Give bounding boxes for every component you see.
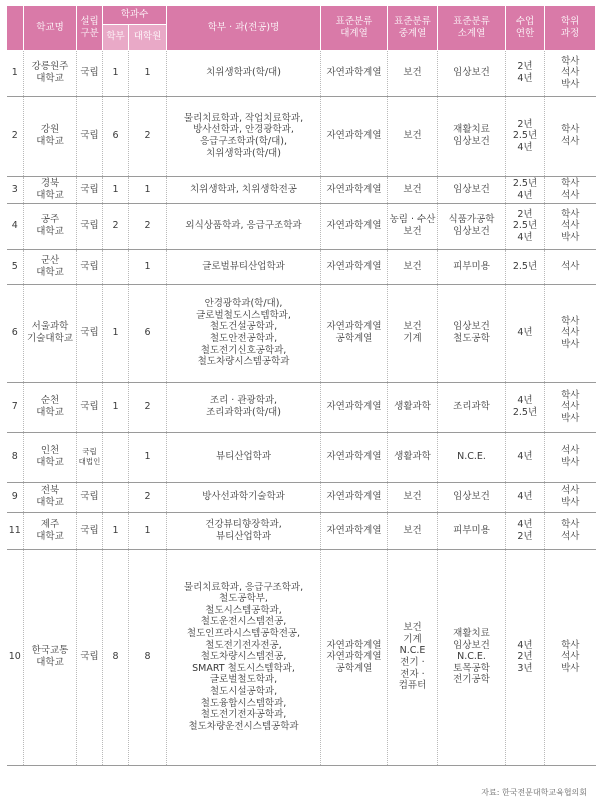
cell-undergrad: 1 [103,382,129,432]
cell-years: 2.5년 [506,249,545,284]
cell-mid: 보건 [388,96,438,176]
cell-no: 8 [7,432,24,482]
cell-dept: 건강뷰티향장학과, 뷰티산업학과 [167,512,321,549]
cell-degree: 학사 석사 박사 [545,203,596,249]
cell-degree: 학사 석사 박사 [545,549,596,765]
cell-dept: 치위생학과, 치위생학전공 [167,176,321,203]
cell-dept: 치위생학과(학/대) [167,50,321,96]
cell-major: 자연과학계열 [321,203,388,249]
cell-no: 1 [7,50,24,96]
cell-years: 4년 2년 3년 [506,549,545,765]
cell-type: 국립 [77,203,103,249]
cell-major: 자연과학계열 자연과학계열 공학계열 [321,549,388,765]
cell-school: 한국교통 대학교 [24,549,77,765]
cell-mid: 보건 [388,512,438,549]
cell-no: 4 [7,203,24,249]
cell-major: 자연과학계열 [321,432,388,482]
cell-minor: 피부미용 [438,249,506,284]
cell-minor: 임상보건 철도공학 [438,284,506,382]
cell-major: 자연과학계열 공학계열 [321,284,388,382]
cell-type: 국립 [77,284,103,382]
cell-grad: 1 [129,512,167,549]
cell-grad: 2 [129,482,167,512]
cell-dept: 물리치료학과, 작업치료학과, 방사선학과, 안경광학과, 응급구조학과(학/대), 치위생학과(학/대) [167,96,321,176]
cell-mid: 농림 · 수산 보건 [388,203,438,249]
cell-dept: 조리 · 관광학과, 조리과학과(학/대) [167,382,321,432]
cell-mid: 보건 기계 [388,284,438,382]
cell-minor: N.C.E. [438,432,506,482]
cell-dept: 방사선과학기술학과 [167,482,321,512]
cell-school: 서울과학 기술대학교 [24,284,77,382]
cell-no: 2 [7,96,24,176]
cell-mid: 보건 [388,176,438,203]
cell-degree: 학사 석사 박사 [545,382,596,432]
cell-school: 인천 대학교 [24,432,77,482]
header-school: 학교명 [24,6,77,50]
cell-degree: 석사 박사 [545,482,596,512]
cell-major: 자연과학계열 [321,249,388,284]
cell-major: 자연과학계열 [321,50,388,96]
cell-type: 국립 [77,50,103,96]
cell-degree: 석사 [545,249,596,284]
cell-school: 경북 대학교 [24,176,77,203]
table-row [7,284,596,382]
cell-undergrad [103,249,129,284]
cell-years: 4년 [506,482,545,512]
university-department-table [6,6,596,766]
cell-mid: 보건 [388,50,438,96]
cell-minor: 임상보건 [438,482,506,512]
cell-undergrad: 1 [103,284,129,382]
cell-mid: 생활과학 [388,432,438,482]
cell-no: 9 [7,482,24,512]
cell-undergrad: 1 [103,50,129,96]
cell-minor: 재활치료 임상보건 N.C.E. 토목공학 전기공학 [438,549,506,765]
cell-major: 자연과학계열 [321,176,388,203]
table-body [7,50,596,765]
cell-years: 2.5년 4년 [506,176,545,203]
cell-type: 국립 [77,382,103,432]
header-no [7,6,24,50]
cell-undergrad [103,482,129,512]
source-note: 자료: 한국전문대학교육협의회 [481,788,587,797]
cell-type: 국립 [77,176,103,203]
cell-undergrad: 6 [103,96,129,176]
cell-type: 국립 [77,96,103,176]
header-mid-class: 표준분류 중계열 [388,6,438,50]
cell-type: 국립 [77,249,103,284]
cell-grad: 2 [129,382,167,432]
cell-school: 강원 대학교 [24,96,77,176]
header-establishment: 설립 구분 [77,6,103,50]
cell-type: 국립 [77,482,103,512]
cell-major: 자연과학계열 [321,382,388,432]
cell-degree: 석사 박사 [545,432,596,482]
cell-no: 3 [7,176,24,203]
cell-school: 순천 대학교 [24,382,77,432]
cell-undergrad: 1 [103,176,129,203]
cell-undergrad [103,432,129,482]
table-row [7,482,596,512]
cell-dept: 물리치료학과, 응급구조학과, 철도공학부, 철도시스템공학과, 철도운전시스템전공, 철도인프라시스템공학전공, 철도전기전자전공, 철도차량시스템전공, SMART 철도시스템학과, 글로벌철도학과, 철도시설공학과, 철도융합시스템학과, 철도전기전자공학과, 철도차량운전시스템공학과 [167,549,321,765]
cell-mid: 보건 [388,249,438,284]
table-row [7,549,596,765]
cell-undergrad: 2 [103,203,129,249]
cell-mid: 보건 기계 N.C.E 전기 · 전자 · 컴퓨터 [388,549,438,765]
cell-school: 강릉원주 대학교 [24,50,77,96]
table-row [7,96,596,176]
cell-minor: 피부미용 [438,512,506,549]
cell-undergrad: 1 [103,512,129,549]
cell-type: 국립 [77,549,103,765]
header-department: 학부 · 과(전공)명 [167,6,321,50]
cell-undergrad: 8 [103,549,129,765]
cell-dept: 글로벌뷰티산업학과 [167,249,321,284]
cell-school: 군산 대학교 [24,249,77,284]
cell-mid: 보건 [388,482,438,512]
cell-grad: 2 [129,96,167,176]
table-row [7,382,596,432]
cell-grad: 8 [129,549,167,765]
cell-years: 2년 4년 [506,50,545,96]
cell-years: 4년 2.5년 [506,382,545,432]
cell-no: 10 [7,549,24,765]
cell-dept: 외식상품학과, 응급구조학과 [167,203,321,249]
header-grad: 대학원 [129,24,167,50]
cell-grad: 1 [129,176,167,203]
cell-grad: 1 [129,249,167,284]
cell-school: 제주 대학교 [24,512,77,549]
cell-major: 자연과학계열 [321,482,388,512]
cell-minor: 임상보건 [438,50,506,96]
cell-degree: 학사 석사 [545,176,596,203]
header-dept-count: 학과수 [103,6,167,24]
cell-years: 2년 2.5년 4년 [506,96,545,176]
cell-grad: 6 [129,284,167,382]
table-row [7,176,596,203]
cell-major: 자연과학계열 [321,96,388,176]
cell-years: 4년 2년 [506,512,545,549]
table-row [7,512,596,549]
cell-dept: 안경광학과(학/대), 글로벌철도시스템학과, 철도건설공학과, 철도안전공학과, 철도전기신호공학과, 철도차량시스템공학과 [167,284,321,382]
cell-major: 자연과학계열 [321,512,388,549]
header-undergrad: 학부 [103,24,129,50]
cell-grad: 1 [129,50,167,96]
cell-no: 5 [7,249,24,284]
cell-school: 전북 대학교 [24,482,77,512]
cell-degree: 학사 석사 [545,512,596,549]
table-row [7,50,596,96]
cell-degree: 학사 석사 박사 [545,284,596,382]
cell-minor: 임상보건 [438,176,506,203]
cell-degree: 학사 석사 [545,96,596,176]
cell-no: 7 [7,382,24,432]
cell-type: 국립 대법인 [77,432,103,482]
cell-no: 6 [7,284,24,382]
cell-school: 공주 대학교 [24,203,77,249]
cell-years: 4년 [506,432,545,482]
cell-degree: 학사 석사 박사 [545,50,596,96]
table-container [6,6,595,797]
cell-grad: 2 [129,203,167,249]
cell-years: 4년 [506,284,545,382]
cell-grad: 1 [129,432,167,482]
header-major-class: 표준분류 대계열 [321,6,388,50]
cell-mid: 생활과학 [388,382,438,432]
header-minor-class: 표준분류 소계열 [438,6,506,50]
table-row [7,432,596,482]
cell-minor: 재활치료 임상보건 [438,96,506,176]
cell-type: 국립 [77,512,103,549]
table-row [7,203,596,249]
header-duration: 수업 연한 [506,6,545,50]
cell-minor: 식품가공학 임상보건 [438,203,506,249]
table-row [7,249,596,284]
header-degree: 학위 과정 [545,6,596,50]
cell-minor: 조리과학 [438,382,506,432]
cell-no: 11 [7,512,24,549]
cell-years: 2년 2.5년 4년 [506,203,545,249]
cell-dept: 뷰티산업학과 [167,432,321,482]
